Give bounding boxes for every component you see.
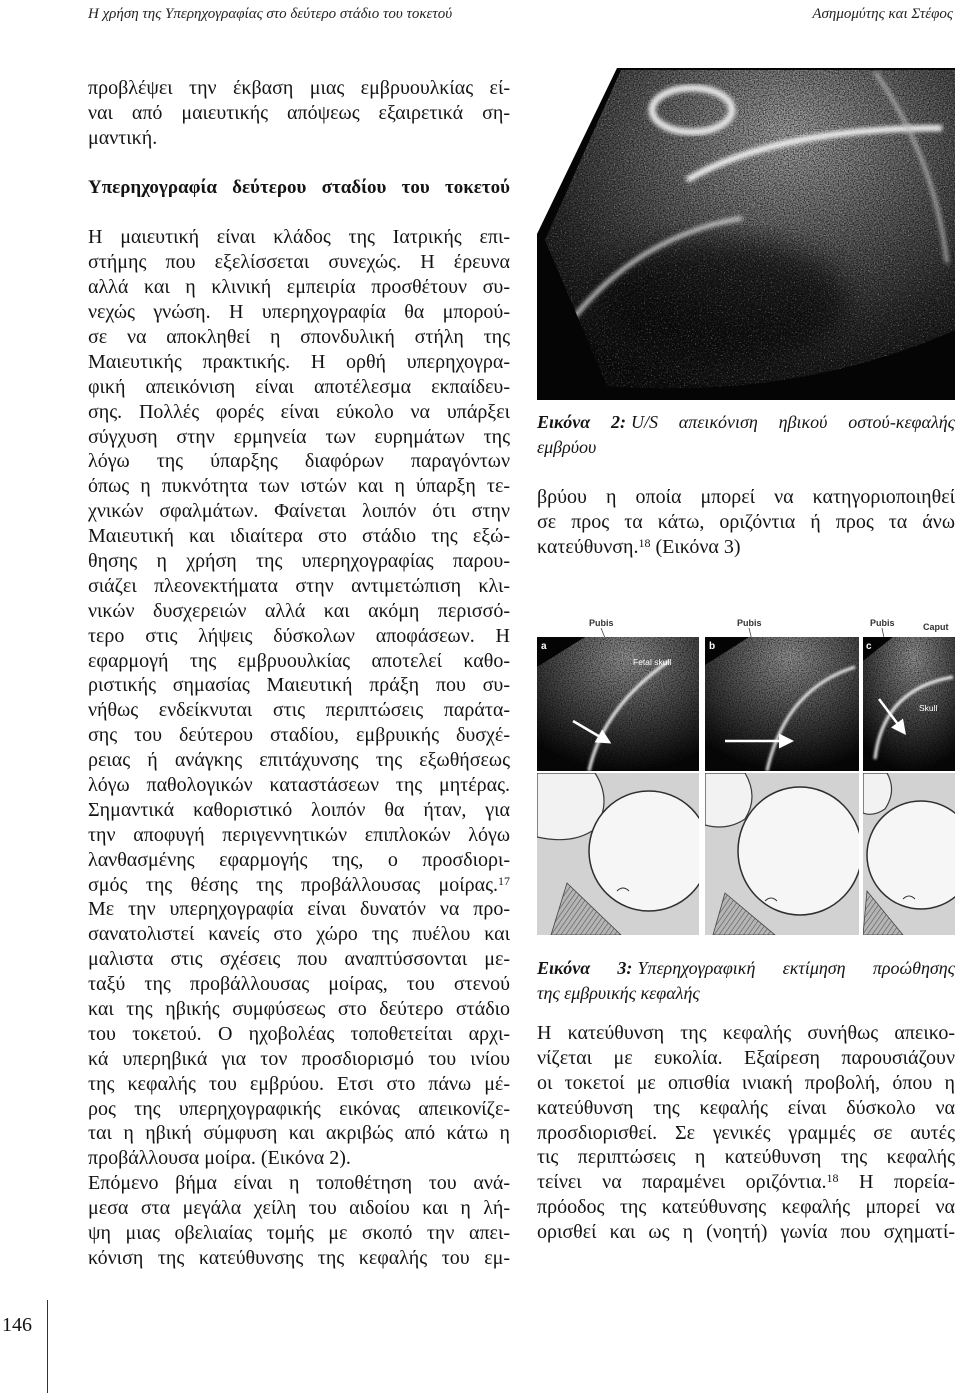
caput-label: Caput bbox=[923, 622, 949, 632]
text-line-segment: (Εικόνα 3) bbox=[650, 536, 741, 558]
running-authors: Ασημομύτης και Στέφος bbox=[812, 6, 953, 22]
text-line: σε προς τα κάτω, οριζόντια ή προς τα άνω bbox=[537, 511, 955, 533]
text-line: οι τοκετοί με οπισθία ινιακή προβολή, όπου η bbox=[537, 1071, 955, 1094]
text-line: ψη μιας οβελιαίας τομής με σκοπό την απει- bbox=[88, 1222, 510, 1245]
text-line: ριστικής σημασίας Μαιευτική πράξη που συ- bbox=[88, 674, 510, 697]
figure-2-caption bbox=[537, 410, 955, 460]
section-heading-block bbox=[88, 176, 510, 201]
head-progression-figure bbox=[537, 615, 955, 935]
figure-label: Εικόνα 3: bbox=[537, 958, 633, 978]
text-line: μαντική. bbox=[88, 126, 158, 149]
text-line: του τοκετού. Ο ηχοβολέας τοποθετείται αρχι- bbox=[88, 1022, 510, 1045]
text-line: χνικών σφαλμάτων. Φαίνεται λοιπόν ότι στην bbox=[88, 500, 510, 523]
fetal-head-shape bbox=[589, 791, 709, 911]
caption-line bbox=[537, 956, 955, 981]
text-line: σύγχυση στην ερμηνεία των ευρημάτων της bbox=[88, 425, 510, 448]
panel-letter-c: c bbox=[866, 641, 872, 652]
fetal-skull-label: Fetal skull bbox=[633, 657, 672, 667]
reference-superscript: 18 bbox=[826, 1171, 839, 1186]
text-line: νήθως ενδείκνυται στις περιπτώσεις παράτα- bbox=[88, 699, 510, 722]
text-line: Επόμενο βήμα είναι η τοποθέτηση του ανά- bbox=[88, 1172, 510, 1195]
text-line: μαλιστα στις σχέσεις που αναπτύσσονται με- bbox=[88, 948, 510, 971]
text-line: φική απεικόνιση είναι αποτέλεσμα εκπαίδευ- bbox=[88, 375, 510, 398]
pelvis-diagram-c bbox=[863, 773, 955, 935]
text-line: σης του δεύτερου σταδίου, εμβρυικής δυσχέ- bbox=[88, 724, 510, 747]
text-line bbox=[537, 535, 955, 560]
caption-line: εμβρύου bbox=[537, 437, 597, 457]
text-line: θησης η χρήση της υπερηχογραφίας παρου- bbox=[88, 549, 510, 572]
fetal-head-shape bbox=[738, 787, 862, 915]
text-line: ορισθεί και ως η (νοητή) γωνία που σχηματί- bbox=[537, 1221, 955, 1244]
panel-letter-b: b bbox=[709, 641, 716, 652]
text-line: Η μαιευτική είναι κλάδος της Ιατρικής επι- bbox=[88, 226, 510, 249]
text-line: ταξύ της προβάλλουσας μοίρας, του στενού bbox=[88, 973, 510, 996]
pubis-label-c: Pubis bbox=[870, 618, 895, 628]
figure-label: Εικόνα 2: bbox=[537, 412, 626, 432]
right-top-text bbox=[537, 485, 955, 560]
text-line: σανατολιστεί κανείς στο χώρο της πυέλου και bbox=[88, 923, 510, 946]
figure-3-image bbox=[537, 615, 955, 935]
caption-text: U/S απεικόνιση ηβικού οστού-κεφαλής bbox=[630, 412, 955, 432]
text-line bbox=[537, 1170, 955, 1195]
text-line: πρόοδος της κατεύθυνσης κεφαλής μπορεί να bbox=[537, 1196, 955, 1219]
running-title: Η χρήση της Υπερηχογραφίας στο δεύτερο στάδιο του τοκετού bbox=[88, 6, 453, 22]
text-line: στήμης που εξελίσσεται συνεχώς. Η έρευνα bbox=[88, 251, 510, 274]
figure-3-caption bbox=[537, 956, 955, 1005]
caption-line bbox=[537, 410, 955, 435]
ultrasound-panel-c bbox=[863, 637, 955, 771]
text-line-segment: σμός της θέσης της προβάλλουσας μοίρας. bbox=[88, 873, 498, 896]
text-line: Μαιευτικής πρακτικής. Η ορθή υπερηχογρα- bbox=[88, 350, 510, 373]
panel-letter-a: a bbox=[541, 641, 547, 652]
ultrasound-sector bbox=[537, 68, 955, 400]
pubic-bone-shape bbox=[705, 773, 752, 827]
text-line: της κεφαλής του εμβρύου. Ετσι στο πάνω μέ- bbox=[88, 1072, 510, 1095]
text-line: τερο στις λήψεις δύσκολων αποφάσεων. Η bbox=[88, 624, 510, 647]
text-line: σιάζει πλεονεκτήματα στην αντιμετώπιση κλι- bbox=[88, 574, 510, 597]
text-line: κατεύθυνση της κεφαλής είναι δύσκολο να bbox=[537, 1096, 955, 1119]
reference-superscript: 18 bbox=[638, 536, 651, 550]
text-line: τις περιπτώσεις η κατεύθυνση της κεφαλής bbox=[537, 1146, 955, 1169]
text-line: λανθασμένης εφαρμογής της, ο προσδιορι- bbox=[88, 848, 510, 871]
ultrasound-panel-a bbox=[537, 637, 699, 771]
pelvis-diagram-b bbox=[705, 773, 862, 935]
text-line: Η κατεύθυνση της κεφαλής συνήθως απεικο- bbox=[537, 1022, 955, 1044]
text-line: προβλέψει την έκβαση μιας εμβρυουλκίας εί- bbox=[88, 77, 510, 99]
left-intro-paragraph bbox=[88, 76, 510, 151]
text-line: σε να αποκληθεί η σπονδυλική στήλη της bbox=[88, 325, 510, 348]
text-line: λόγω της ύπαρξης διαφόρων παραγόντων bbox=[88, 450, 510, 473]
section-heading: Υπερηχογραφία δεύτερου σταδίου του τοκετού bbox=[88, 176, 510, 198]
text-line: νικών δυσχερειών αλλά και ακόμη περισσό- bbox=[88, 599, 510, 622]
skull-label: Skull bbox=[919, 703, 938, 713]
text-line: όπως η πυκνότητα των ιστών και η ύπαρξη τε- bbox=[88, 475, 510, 498]
page-number-rule bbox=[47, 1300, 48, 1393]
caption-line: της εμβρυικής κεφαλής bbox=[537, 982, 700, 1003]
text-line: και της ηβικής συμφύσεως στο δεύτερο στάδιο bbox=[88, 998, 510, 1020]
pubis-label-b: Pubis bbox=[737, 618, 762, 628]
ultrasound-panel-b bbox=[705, 637, 859, 771]
caption-text: Υπερηχογραφική εκτίμηση προώθησης bbox=[637, 958, 955, 978]
figure-2-image bbox=[537, 68, 955, 400]
text-line: προβάλλουσα μοίρα. (Εικόνα 2). bbox=[88, 1147, 351, 1170]
text-line: μεσα στα μεγάλα χείλη του αιδοίου και η λή- bbox=[88, 1197, 510, 1220]
text-line: προσδιορισθεί. Σε γενικές γραμμές σε αυτές bbox=[537, 1121, 955, 1144]
text-line: αλλά και η κλινική εμπειρία προσθέτουν συ- bbox=[88, 276, 510, 299]
text-line: Σημαντικά καθοριστικό λοιπόν θα ήταν, για bbox=[88, 798, 510, 821]
text-line: Με την υπερηχογραφία είναι δυνατόν να προ- bbox=[88, 898, 510, 921]
text-line: ναι από μαιευτικής απόψεως εξαιρετικά ση- bbox=[88, 101, 510, 124]
text-line: Μαιευτική και ιδιαίτερα στο στάδιο της εξώ- bbox=[88, 525, 510, 548]
text-line-segment: τείνει να παραμένει οριζόντια. bbox=[537, 1171, 827, 1194]
text-line: νεχώς γνώση. Η υπερηχογραφία θα μπορού- bbox=[88, 301, 510, 324]
text-line: την αποφυγή περιγεννητικών επιπλοκών λόγω bbox=[88, 823, 510, 846]
text-line-segment: κατεύθυνση. bbox=[537, 536, 639, 558]
text-line: λόγω παθολογικών καταστάσεων της μητέρας. bbox=[88, 773, 510, 796]
text-line: βρύου η οποία μπορεί να κατηγοριοποιηθεί bbox=[537, 486, 955, 508]
ultrasound-pubis-head-image bbox=[537, 68, 955, 400]
text-line: κόνιση της κατεύθυνσης της κεφαλής του εμ- bbox=[88, 1246, 510, 1269]
text-line: κά υπερηβικά για τον προσδιορισμό του ινίου bbox=[88, 1047, 510, 1070]
text-line: ρος της υπερηχογραφικής εικόνας απεικονίζε- bbox=[88, 1097, 510, 1120]
left-body-text bbox=[88, 225, 510, 1270]
text-line: σης. Πολλές φορές είναι εύκολο να υπάρξει bbox=[88, 400, 510, 423]
pubis-label-a: Pubis bbox=[589, 618, 614, 628]
text-line-segment: Η πορεία- bbox=[838, 1171, 955, 1194]
text-line: ρειας ή ανάγκης επιτάχυνσης της εξωθήσεως bbox=[88, 749, 510, 772]
right-bottom-text bbox=[537, 1021, 955, 1245]
text-line: εφαρμογή της εμβρυουλκίας αποτελεί καθο- bbox=[88, 649, 510, 672]
text-line bbox=[88, 873, 510, 898]
reference-superscript: 17 bbox=[498, 873, 510, 888]
text-line: νίζεται με ευκολία. Εξαίρεση παρουσιάζουν bbox=[537, 1046, 955, 1069]
page-number: 146 bbox=[2, 1314, 32, 1336]
pelvis-diagram-a bbox=[537, 773, 709, 935]
text-line: ται η ηβική σύμφυση και ακριβώς από κάτω η bbox=[88, 1122, 510, 1145]
